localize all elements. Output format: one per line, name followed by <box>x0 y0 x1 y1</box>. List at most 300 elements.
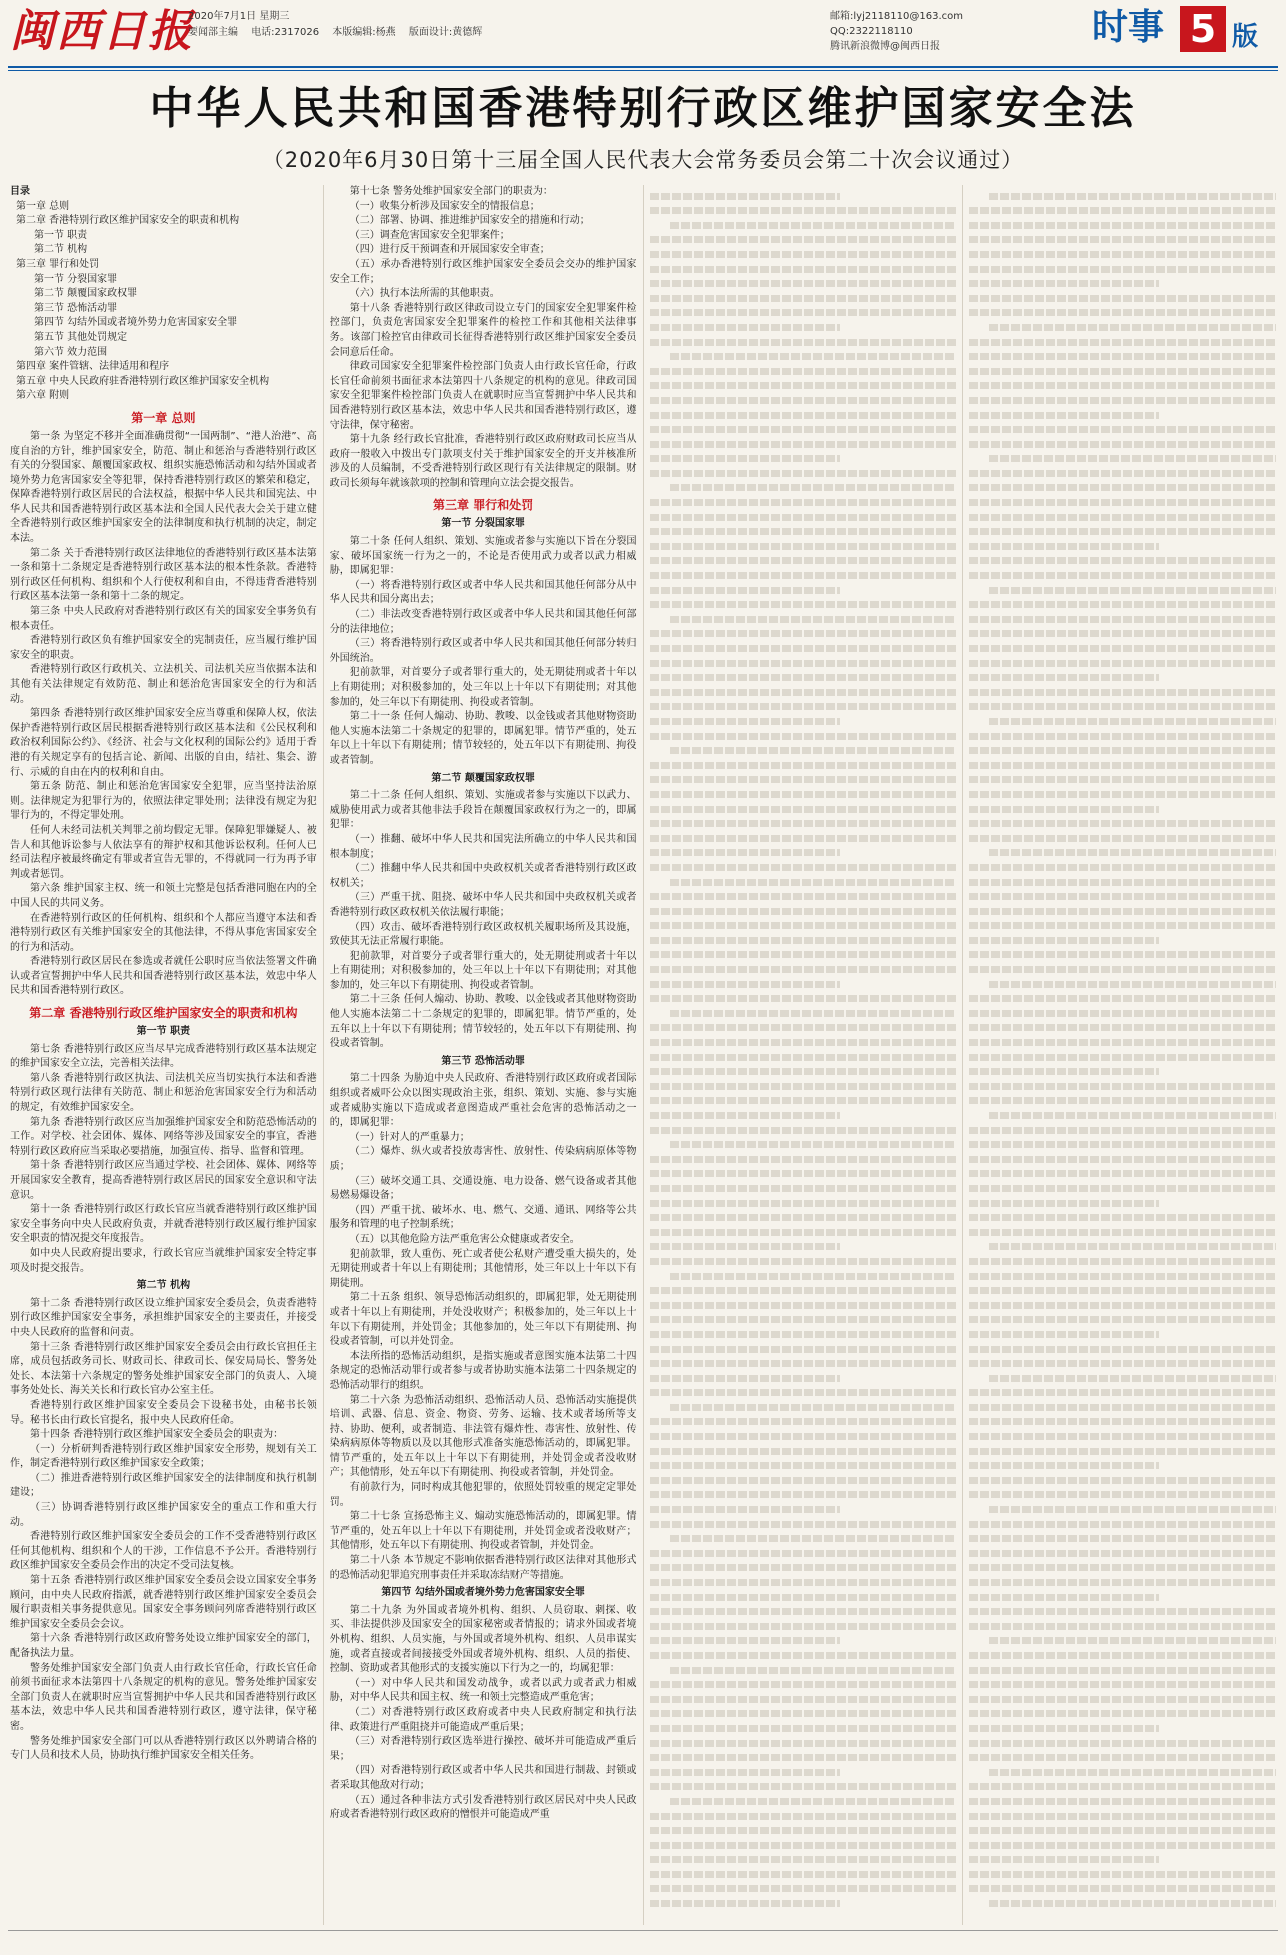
text-line-placeholder <box>650 1783 957 1790</box>
text-line-placeholder <box>650 1418 957 1425</box>
article-paragraph: 第十九条 经行政长官批准，香港特别行政区政府财政司长应当从政府一般收入中拨出专门款项支付关于维护国家安全的开支并核准所涉及的人员编制，不受香港特别行政区现行有关法律规定的限制。财政司长须每年就该款项的控制和管理向立法会提交报告。 <box>329 434 637 489</box>
article-paragraph: 香港特别行政区维护国家安全委员会下设秘书处，由秘书长领导。秘书长由行政长官提名，报中央人民政府任命。 <box>10 1399 317 1426</box>
text-line-placeholder <box>969 1346 1276 1353</box>
article-paragraph: 第四条 香港特别行政区维护国家安全应当尊重和保障人权，依法保护香港特别行政区居民根据香港特别行政区基本法和《公民权利和政治权利国际公约》、《经济、社会与文化权利的国际公约》适用于香港的有关规定享有的包括言论、新闻、出版的自由，结社、集会、游行、示威的自由在内的权利和自由。 <box>10 708 317 778</box>
text-line-placeholder <box>650 1579 957 1586</box>
text-line-placeholder <box>650 601 957 608</box>
article-paragraph: （三）严重干扰、阻挠、破坏中华人民共和国中央政权机关或者香港特别行政区政权机关依法履行职能； <box>329 892 637 918</box>
text-line-placeholder <box>650 1652 957 1659</box>
article-paragraph: 第二十一条 任何人煽动、协助、教唆、以金钱或者其他财物资助他人实施本法第二十条规定的犯罪的，即属犯罪。情节严重的，处五年以上十年以下有期徒刑；情节较轻的，处五年以下有期徒刑、拘役或者管制。 <box>329 711 637 766</box>
text-line-placeholder <box>969 1141 1276 1148</box>
article-paragraph: 第二十条 任何人组织、策划、实施或者参与实施以下旨在分裂国家、破坏国家统一行为之一的，不论是否使用武力或者以武力相威胁，即属犯罪： <box>329 536 637 577</box>
text-line-placeholder <box>650 1769 840 1776</box>
article-paragraph: 第十七条 警务处维护国家安全部门的职责为： <box>349 186 553 197</box>
text-line-placeholder <box>969 309 1276 316</box>
article-paragraph: 第十二条 香港特别行政区设立维护国家安全委员会，负责香港特别行政区维护国家安全事务，承担维护国家安全的主要责任，并接受中央人民政府的监督和问责。 <box>10 1297 317 1338</box>
text-line-placeholder <box>969 762 1276 769</box>
text-line-placeholder <box>650 1623 957 1630</box>
article-paragraph: 第八条 香港特别行政区执法、司法机关应当切实执行本法和香港特别行政区现行法律有关防范、制止和惩治危害国家安全行为和活动的规定，有效维护国家安全。 <box>10 1072 317 1114</box>
toc-item: 第一节 职责 <box>34 229 88 241</box>
text-line-placeholder <box>650 1243 840 1250</box>
text-line-placeholder <box>989 1637 1276 1644</box>
text-line-placeholder <box>650 1491 957 1498</box>
text-line-placeholder <box>969 412 1159 419</box>
article-paragraph: 香港特别行政区行政机关、立法机关、司法机关应当依据本法和其他有关法律规定有效防范、制止和惩治危害国家安全的行为和活动。 <box>10 664 317 705</box>
chapter-heading: 第一章 总则 <box>131 410 196 425</box>
text-line-placeholder <box>650 1214 957 1221</box>
article-paragraph: （一）针对人的严重暴力； <box>349 1131 470 1143</box>
text-line-placeholder <box>989 1900 1276 1907</box>
text-line-placeholder <box>650 1068 957 1075</box>
article-paragraph: （四）攻击、破坏香港特别行政区政权机关履职场所及其设施，致使其无法正常履行职能。 <box>329 921 637 948</box>
article-paragraph: 警务处维护国家安全部门可以从香港特别行政区以外聘请合格的专门人员和技术人员，协助执行维护国家安全相关任务。 <box>10 1735 317 1762</box>
text-line-placeholder <box>650 470 957 477</box>
text-line-placeholder <box>650 1462 957 1469</box>
text-line-placeholder <box>969 543 1159 550</box>
subheadline: （2020年6月30日第十三届全国人民代表大会常务委员会第二十次会议通过） <box>262 148 1024 172</box>
article-paragraph: 如中央人民政府提出要求，行政长官应当就维护国家安全特定事项及时提交报告。 <box>10 1247 317 1274</box>
column-1 <box>10 185 317 1925</box>
text-line-placeholder <box>650 1885 957 1892</box>
column-2 <box>323 185 637 1925</box>
page-designer: 版面设计:黄德辉 <box>408 27 483 38</box>
text-line-placeholder <box>969 1842 1276 1849</box>
text-line-placeholder <box>969 1433 1276 1440</box>
text-line-placeholder <box>969 645 1276 652</box>
text-line-placeholder <box>650 835 957 842</box>
text-line-placeholder <box>969 1885 1276 1892</box>
text-line-placeholder <box>650 1112 840 1119</box>
text-line-placeholder <box>969 806 1159 813</box>
text-line-placeholder <box>989 1769 1276 1776</box>
text-line-placeholder <box>650 966 957 973</box>
text-line-placeholder <box>969 908 1276 915</box>
text-line-placeholder <box>969 1010 1276 1017</box>
article-paragraph: 第十一条 香港特别行政区行政长官应当就香港特别行政区维护国家安全事务向中央人民政府负责，并就香港特别行政区履行维护国家安全职责的情况提交年度报告。 <box>10 1204 317 1245</box>
text-line-placeholder <box>650 1448 957 1455</box>
column-text-block <box>650 193 957 1907</box>
text-line-placeholder <box>969 1287 1276 1294</box>
text-line-placeholder <box>650 981 840 988</box>
text-line-placeholder <box>969 1170 1276 1177</box>
text-line-placeholder <box>650 630 957 637</box>
text-line-placeholder <box>670 616 957 623</box>
article-paragraph: （五）通过各种非法方式引发香港特别行政区居民对中央人民政府或者香港特别行政区政府的憎恨并可能造成严重 <box>329 1794 637 1821</box>
text-line-placeholder <box>650 207 957 214</box>
text-line-placeholder <box>650 1900 840 1907</box>
text-line-placeholder <box>969 1579 1276 1586</box>
text-line-placeholder <box>650 703 957 710</box>
page-number: 5 <box>1180 6 1226 52</box>
text-line-placeholder <box>650 1813 957 1820</box>
text-line-placeholder <box>969 397 1276 404</box>
text-line-placeholder <box>650 864 957 871</box>
text-line-placeholder <box>650 412 957 419</box>
text-line-placeholder <box>969 484 1276 491</box>
newspaper-logo: 闽西日报 <box>10 6 194 57</box>
text-line-placeholder <box>969 835 1276 842</box>
text-line-placeholder <box>650 587 840 594</box>
text-line-placeholder <box>650 382 957 389</box>
text-line-placeholder <box>650 1550 957 1557</box>
text-line-placeholder <box>650 1287 957 1294</box>
text-line-placeholder <box>650 1331 957 1338</box>
text-line-placeholder <box>650 1360 957 1367</box>
text-line-placeholder <box>969 339 1276 346</box>
text-line-placeholder <box>969 1302 1276 1309</box>
text-line-placeholder <box>969 1594 1159 1601</box>
text-line-placeholder <box>650 339 957 346</box>
text-line-placeholder <box>969 528 1276 535</box>
article-paragraph: （二）对香港特别行政区政府或者中央人民政府制定和执行法律、政策进行严重阻挠并可能造成严重后果； <box>329 1706 637 1733</box>
page-editor: 本版编辑:杨燕 <box>332 27 396 38</box>
article-paragraph: 第十四条 香港特别行政区维护国家安全委员会的职责为： <box>30 1429 284 1441</box>
toc-item: 第五节 其他处罚规定 <box>34 331 128 343</box>
text-line-placeholder <box>969 601 1276 608</box>
text-line-placeholder <box>969 703 1276 710</box>
text-line-placeholder <box>969 1798 1276 1805</box>
text-line-placeholder <box>969 1097 1276 1104</box>
text-line-placeholder <box>650 455 840 462</box>
article-paragraph: 香港特别行政区维护国家安全委员会的工作不受香港特别行政区任何其他机构、组织和个人的干涉，工作信息不予公开。香港特别行政区维护国家安全委员会作出的决定不受司法复核。 <box>10 1531 317 1572</box>
text-line-placeholder <box>650 922 957 929</box>
article-paragraph: 有前款行为，同时构成其他犯罪的，依照处罚较重的规定定罪处罚。 <box>329 1482 637 1508</box>
text-line-placeholder <box>650 1054 957 1061</box>
article-paragraph: （一）将香港特别行政区或者中华人民共和国其他任何部分从中华人民共和国分离出去； <box>329 579 637 606</box>
column-3 <box>643 185 957 1925</box>
text-line-placeholder <box>969 295 1276 302</box>
text-line-placeholder <box>650 1346 957 1353</box>
article-paragraph: 第十五条 香港特别行政区维护国家安全委员会设立国家安全事务顾问，由中央人民政府指派，就香港特别行政区维护国家安全委员会履行职责相关事务提供意见。国家安全事务顾问列席香港特别行政区维护国家安全委员会会议。 <box>10 1575 317 1630</box>
text-line-placeholder <box>989 587 1276 594</box>
text-line-placeholder <box>969 1054 1276 1061</box>
text-line-placeholder <box>650 1827 957 1834</box>
text-line-placeholder <box>650 718 840 725</box>
article-paragraph: 第十八条 香港特别行政区律政司设立专门的国家安全犯罪案件检控部门，负责危害国家安全犯罪案件的检控工作和其他相关法律事务。该部门检控官由律政司长征得香港特别行政区维护国家安全委员会同意后任命。 <box>329 302 637 358</box>
text-line-placeholder <box>650 951 957 958</box>
text-line-placeholder <box>969 280 1159 287</box>
text-line-placeholder <box>969 951 1276 958</box>
text-line-placeholder <box>670 1535 957 1542</box>
text-line-placeholder <box>969 514 1276 521</box>
article-paragraph: 第七条 香港特别行政区应当尽早完成香港特别行政区基本法规定的维护国家安全立法，完善相关法律。 <box>10 1043 317 1070</box>
text-line-placeholder <box>650 543 957 550</box>
toc-item: 第三章 罪行和处罚 <box>16 258 100 270</box>
text-line-placeholder <box>670 747 957 754</box>
text-line-placeholder <box>969 499 1276 506</box>
text-line-placeholder <box>969 1550 1276 1557</box>
article-paragraph: （三）调查危害国家安全犯罪案件； <box>349 229 510 241</box>
text-line-placeholder <box>650 1127 957 1134</box>
text-line-placeholder <box>969 922 1276 929</box>
text-line-placeholder <box>650 1258 957 1265</box>
text-line-placeholder <box>989 1112 1276 1119</box>
text-line-placeholder <box>969 1039 1276 1046</box>
text-line-placeholder <box>969 1477 1276 1484</box>
text-line-placeholder <box>650 528 957 535</box>
article-paragraph: （三）将香港特别行政区或者中华人民共和国其他任何部分转归外国统治。 <box>329 638 637 664</box>
text-line-placeholder <box>650 893 957 900</box>
text-line-placeholder <box>650 1200 957 1207</box>
toc-item: 第六章 附则 <box>16 390 70 402</box>
toc-item: 第六节 效力范围 <box>34 346 108 358</box>
text-line-placeholder <box>969 966 1276 973</box>
text-line-placeholder <box>969 1725 1159 1732</box>
text-line-placeholder <box>969 747 1276 754</box>
text-line-placeholder <box>969 266 1276 273</box>
text-line-placeholder <box>650 309 957 316</box>
article-paragraph: （一）收集分析涉及国家安全的情报信息； <box>349 200 540 212</box>
text-line-placeholder <box>969 1068 1159 1075</box>
section-heading: 第一节 职责 <box>136 1026 191 1038</box>
text-line-placeholder <box>650 266 957 273</box>
text-line-placeholder <box>969 674 1159 681</box>
text-line-placeholder <box>969 1462 1159 1469</box>
text-line-placeholder <box>650 1564 957 1571</box>
text-line-placeholder <box>650 1710 957 1717</box>
article-paragraph: 在香港特别行政区的任何机构、组织和个人都应当遵守本法和香港特别行政区有关维护国家安全的其他法律，不得从事危害国家安全的行为和活动。 <box>10 912 317 953</box>
text-line-placeholder <box>989 1506 1276 1513</box>
text-line-placeholder <box>670 1273 957 1280</box>
text-line-placeholder <box>650 426 957 433</box>
text-line-placeholder <box>969 1754 1276 1761</box>
article-paragraph: （三）对香港特别行政区选举进行操控、破坏并可能造成严重后果； <box>329 1736 637 1762</box>
text-line-placeholder <box>650 849 840 856</box>
text-line-placeholder <box>650 1725 957 1732</box>
toc-item: 第三节 恐怖活动罪 <box>34 302 118 314</box>
section-heading: 第二节 颠覆国家政权罪 <box>431 772 535 784</box>
text-line-placeholder <box>969 820 1276 827</box>
text-line-placeholder <box>989 718 1276 725</box>
text-line-placeholder <box>969 1696 1276 1703</box>
text-line-placeholder <box>650 908 957 915</box>
toc-title: 目录 <box>10 186 30 197</box>
text-line-placeholder <box>969 1200 1159 1207</box>
text-line-placeholder <box>969 222 1276 229</box>
text-line-placeholder <box>650 820 957 827</box>
section-heading: 第四节 勾结外国或者境外势力危害国家安全罪 <box>381 1587 585 1599</box>
article-paragraph: （四）进行反干预调查和开展国家安全审查； <box>349 244 550 256</box>
text-line-placeholder <box>969 1710 1276 1717</box>
text-line-placeholder <box>969 1564 1276 1571</box>
section-heading: 第二节 机构 <box>136 1280 191 1292</box>
text-line-placeholder <box>969 1404 1276 1411</box>
text-line-placeholder <box>650 1039 957 1046</box>
article-paragraph: 第二十六条 为恐怖活动组织、恐怖活动人员、恐怖活动实施提供培训、武器、信息、资金、物资、劳务、运输、技术或者场所等支持、协助、便利，或者制造、非法管有爆炸性、毒害性、放射性、传染病病原体等物质以及以其他形式准备实施恐怖活动的，即属犯罪。情节严重的，处五年以上十年以下有期徒刑，并处罚金或者没收财产；其他情形，处五年以下有期徒刑、拘役或者管制，并处罚金。 <box>329 1394 637 1479</box>
text-line-placeholder <box>650 1156 957 1163</box>
table-of-contents <box>10 200 317 404</box>
text-line-placeholder <box>969 893 1276 900</box>
text-line-placeholder <box>969 689 1276 696</box>
text-line-placeholder <box>969 1258 1276 1265</box>
toc-item: 第一节 分裂国家罪 <box>34 273 118 285</box>
text-line-placeholder <box>650 1433 957 1440</box>
text-line-placeholder <box>969 1623 1276 1630</box>
text-line-placeholder <box>969 1681 1276 1688</box>
text-line-placeholder <box>670 484 957 491</box>
article-paragraph: 第十条 香港特别行政区应当通过学校、社会团体、媒体、网络等开展国家安全教育，提高香港特别行政区居民的国家安全意识和守法意识。 <box>10 1160 317 1201</box>
text-line-placeholder <box>650 776 957 783</box>
issue-meta <box>188 9 492 41</box>
text-line-placeholder <box>969 1856 1159 1863</box>
page-bottom-rule <box>8 1930 1278 1931</box>
contact-weibo: 腾讯新浪微博@闽西日报 <box>830 41 940 52</box>
text-line-placeholder <box>650 251 957 258</box>
text-line-placeholder <box>989 849 1276 856</box>
article-paragraph: （六）执行本法所需的其他职责。 <box>349 288 500 300</box>
article-paragraph: 犯前款罪，对首要分子或者罪行重大的，处无期徒刑或者十年以上有期徒刑；对积极参加的，处三年以上十年以下有期徒刑；对其他参加的，处三年以下有期徒刑、拘役或者管制。 <box>329 667 637 708</box>
page-suffix: 版 <box>1232 22 1259 52</box>
article-paragraph: 第六条 维护国家主权、统一和领土完整是包括香港同胞在内的全中国人民的共同义务。 <box>10 883 317 909</box>
text-line-placeholder <box>989 1243 1276 1250</box>
contact-email: 邮箱:lyj2118110@163.com <box>830 11 964 22</box>
article-paragraph: （五）承办香港特别行政区维护国家安全委员会交办的维护国家安全工作； <box>329 258 637 285</box>
article-paragraph: （二）爆炸、纵火或者投放毒害性、放射性、传染病病原体等物质； <box>329 1146 637 1172</box>
text-line-placeholder <box>650 499 957 506</box>
article-paragraph: （一）分析研判香港特别行政区维护国家安全形势，规划有关工作，制定香港特别行政区维护国家安全政策； <box>10 1443 317 1470</box>
text-line-placeholder <box>969 1491 1276 1498</box>
article-paragraph: （二）部署、协调、推进维护国家安全的措施和行动； <box>349 215 590 227</box>
text-line-placeholder <box>650 295 957 302</box>
text-line-placeholder <box>969 426 1276 433</box>
text-line-placeholder <box>969 207 1276 214</box>
article-paragraph: （三）协调香港特别行政区维护国家安全的重点工作和重大行动。 <box>10 1502 317 1528</box>
text-line-placeholder <box>650 1375 840 1382</box>
text-line-placeholder <box>969 1229 1276 1236</box>
text-line-placeholder <box>650 1506 840 1513</box>
text-line-placeholder <box>650 441 957 448</box>
text-line-placeholder <box>670 353 957 360</box>
text-line-placeholder <box>969 1024 1276 1031</box>
text-line-placeholder <box>650 1389 957 1396</box>
article-paragraph: （四）对香港特别行政区或者中华人民共和国进行制裁、封锁或者采取其他敌对行动； <box>329 1765 637 1791</box>
article-paragraph: （五）以其他危险方法严重危害公众健康或者安全。 <box>349 1233 580 1245</box>
toc-item: 第二节 颠覆国家政权罪 <box>34 288 138 300</box>
text-line-placeholder <box>650 193 840 200</box>
text-line-placeholder <box>650 762 957 769</box>
text-line-placeholder <box>969 616 1276 623</box>
text-line-placeholder <box>670 1667 957 1674</box>
text-line-placeholder <box>969 251 1276 258</box>
article-paragraph: （二）推进香港特别行政区维护国家安全的法律制度和执行机制建设； <box>10 1472 317 1499</box>
text-line-placeholder <box>969 937 1159 944</box>
text-line-placeholder <box>670 1010 957 1017</box>
text-line-placeholder <box>989 981 1276 988</box>
text-line-placeholder <box>969 1389 1276 1396</box>
text-line-placeholder <box>650 1637 840 1644</box>
edition-dept: 要闻部主编 <box>188 27 238 38</box>
text-line-placeholder <box>969 353 1276 360</box>
article-paragraph: （二）推翻中华人民共和国中央政权机关或者香港特别行政区政权机关； <box>329 863 637 889</box>
text-line-placeholder <box>969 1448 1276 1455</box>
text-line-placeholder <box>650 397 957 404</box>
article-paragraph: 犯前款罪，对首要分子或者罪行重大的，处无期徒刑或者十年以上有期徒刑；对积极参加的，处三年以上十年以下有期徒刑；对其他参加的，处三年以下有期徒刑、拘役或者管制。 <box>329 950 637 991</box>
text-line-placeholder <box>650 674 957 681</box>
text-line-placeholder <box>969 1521 1276 1528</box>
article-paragraph: 第十三条 香港特别行政区维护国家安全委员会由行政长官担任主席，成员包括政务司长、财政司长、律政司长、保安局局长、警务处处长、本法第十六条规定的警务处维护国家安全部门的负责人、入境事务处处长、海关关长和行政长官办公室主任。 <box>10 1341 317 1397</box>
text-line-placeholder <box>650 280 957 287</box>
text-line-placeholder <box>969 1331 1159 1338</box>
contact-info <box>830 9 963 54</box>
article-paragraph: 第二十二条 任何人组织、策划、实施或者参与实施以下以武力、威胁使用武力或者其他非法手段旨在颠覆国家政权行为之一的，即属犯罪： <box>329 790 637 831</box>
text-line-placeholder <box>969 1273 1276 1280</box>
text-line-placeholder <box>969 1185 1276 1192</box>
text-line-placeholder <box>969 1418 1276 1425</box>
text-line-placeholder <box>650 995 957 1002</box>
text-line-placeholder <box>969 1214 1276 1221</box>
text-line-placeholder <box>650 324 840 331</box>
article-paragraph: （二）非法改变香港特别行政区或者中华人民共和国其他任何部分的法律地位； <box>329 609 637 635</box>
article-paragraph: （三）破坏交通工具、交通设施、电力设备、燃气设备或者其他易燃易爆设备； <box>329 1175 637 1202</box>
article-paragraph: 第二十三条 任何人煽动、协助、教唆、以金钱或者其他财物资助他人实施本法第二十二条规定的犯罪的，即属犯罪。情节严重的，处五年以上十年以下有期徒刑；情节较轻的，处五年以下有期徒刑、拘役或者管制。 <box>329 994 637 1050</box>
text-line-placeholder <box>650 1316 957 1323</box>
article-paragraph: 第二十九条 为外国或者境外机构、组织、人员窃取、刺探、收买、非法提供涉及国家安全的国家秘密或者情报的；请求外国或者境外机构、组织、人员实施，与外国或者境外机构、组织、人员串谋实施，或者直接或者间接接受外国或者境外机构、组织、人员的指使、控制、资助或者其他形式的支援实施以下行为之一的，均属犯罪： <box>329 1604 637 1675</box>
article-paragraph: 本法所指的恐怖活动组织，是指实施或者意图实施本法第二十四条规定的恐怖活动罪行或者参与或者协助实施本法第二十四条规定的恐怖活动罪行的组织。 <box>329 1350 637 1391</box>
toc-item: 第二节 机构 <box>34 244 88 256</box>
text-line-placeholder <box>969 1667 1276 1674</box>
text-line-placeholder <box>650 368 957 375</box>
text-line-placeholder <box>670 1141 957 1148</box>
article-body <box>10 185 1276 1925</box>
edition-phone: 电话:2317026 <box>251 27 320 38</box>
article-paragraph: （四）严重干扰、破坏水、电、燃气、交通、通讯、网络等公共服务和管理的电子控制系统； <box>329 1204 637 1231</box>
text-line-placeholder <box>650 1302 957 1309</box>
text-line-placeholder <box>969 1083 1276 1090</box>
text-line-placeholder <box>969 1608 1276 1615</box>
text-line-placeholder <box>969 995 1276 1002</box>
text-line-placeholder <box>650 557 957 564</box>
text-line-placeholder <box>650 1024 957 1031</box>
text-line-placeholder <box>670 1798 957 1805</box>
text-line-placeholder <box>650 1740 957 1747</box>
toc-item: 第二章 香港特别行政区维护国家安全的职责和机构 <box>16 215 240 227</box>
section-name: 时事 <box>1092 7 1165 48</box>
article-paragraph: （一）推翻、破坏中华人民共和国宪法所确立的中华人民共和国根本制度； <box>329 833 637 860</box>
text-line-placeholder <box>650 236 957 243</box>
text-line-placeholder <box>650 791 957 798</box>
text-line-placeholder <box>969 630 1276 637</box>
text-line-placeholder <box>670 1404 957 1411</box>
article-paragraph: 犯前款罪，致人重伤、死亡或者使公私财产遭受重大损失的，处无期徒刑或者十年以上有期徒刑；其他情形，处三年以上十年以下有期徒刑。 <box>329 1248 637 1289</box>
article-paragraph: 律政司国家安全犯罪案件检控部门负责人由行政长官任命，行政长官任命前须书面征求本法第四十八条规定的机构的意见。律政司国家安全犯罪案件检控部门负责人在就职时应当宣誓拥护中华人民共和国香港特别行政区基本法，效忠中华人民共和国香港特别行政区，遵守法律，保守秘密。 <box>329 361 637 431</box>
toc-item: 第四章 案件管辖、法律适用和程序 <box>16 361 170 373</box>
text-line-placeholder <box>670 222 957 229</box>
text-line-placeholder <box>650 1696 957 1703</box>
text-line-placeholder <box>969 1827 1276 1834</box>
text-line-placeholder <box>969 368 1276 375</box>
text-line-placeholder <box>650 1170 957 1177</box>
text-line-placeholder <box>650 572 957 579</box>
column-4 <box>962 185 1276 1925</box>
text-line-placeholder <box>650 1083 957 1090</box>
text-line-placeholder <box>650 1856 957 1863</box>
article-paragraph: 第一条 为坚定不移并全面准确贯彻“一国两制”、“港人治港”、高度自治的方针，维护国家安全，防范、制止和惩治与香港特别行政区有关的分裂国家、颠覆国家政权、组织实施恐怖活动和勾结外国或者境外势力危害国家安全等犯罪，保持香港特别行政区的繁荣和稳定，保障香港特别行政区居民的合法权益，根据中华人民共和国宪法、中华人民共和国香港特别行政区基本法和全国人民代表大会关于建立健全香港特别行政区维护国家安全的法律制度和执行机制的决定，制定本法。 <box>10 430 317 545</box>
text-line-placeholder <box>969 1740 1276 1747</box>
text-line-placeholder <box>989 455 1276 462</box>
toc-item: 第四节 勾结外国或者境外势力危害国家安全罪 <box>34 317 238 329</box>
text-line-placeholder <box>650 1871 957 1878</box>
text-line-placeholder <box>969 1813 1276 1820</box>
article-paragraph: 第九条 香港特别行政区应当加强维护国家安全和防范恐怖活动的工作。对学校、社会团体、媒体、网络等涉及国家安全的事宜，香港特别行政区政府应当采取必要措施，加强宣传、指导、监督和管理。 <box>10 1116 317 1157</box>
text-line-placeholder <box>650 1608 957 1615</box>
text-line-placeholder <box>969 470 1276 477</box>
text-line-placeholder <box>650 1477 957 1484</box>
article-paragraph: 香港特别行政区居民在参选或者就任公职时应当依法签署文件确认或者宣誓拥护中华人民共和国香港特别行政区基本法，效忠中华人民共和国香港特别行政区。 <box>10 956 317 997</box>
text-line-placeholder <box>650 1754 957 1761</box>
text-line-placeholder <box>969 776 1276 783</box>
text-line-placeholder <box>650 806 957 813</box>
chapter-heading: 第三章 罪行和处罚 <box>433 498 534 513</box>
